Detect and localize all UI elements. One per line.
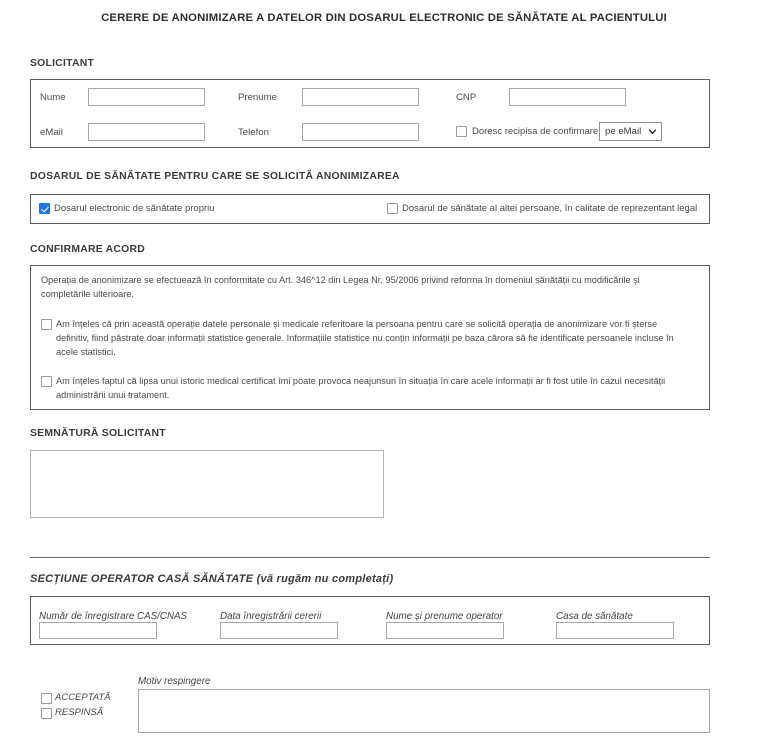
checkbox-acceptata[interactable] — [41, 693, 52, 704]
input-nume-operator[interactable] — [386, 622, 504, 639]
label-email: eMail — [40, 127, 63, 138]
checkbox-respinsa[interactable] — [41, 708, 52, 719]
input-casa-sanatate[interactable] — [556, 622, 674, 639]
input-email[interactable] — [88, 123, 205, 141]
input-data-inregistrarii[interactable] — [220, 622, 338, 639]
checkbox-consent-istoric[interactable] — [41, 376, 52, 387]
section-divider — [30, 557, 710, 558]
page-title: CERERE DE ANONIMIZARE A DATELOR DIN DOSARUL ELECTRONIC DE SĂNĂTATE AL PACIENTULUI — [101, 12, 667, 24]
signature-pad[interactable] — [30, 450, 384, 518]
checkbox-dosar-propriu[interactable] — [39, 203, 50, 214]
consent-stergere-text: Am înțeles că prin această operație datele personale și medicale referitoare la persoana pentru care se solicită operația de anonimizare vor fi șterse definitiv, fiind păstrate doar informații statistice generale. Informațiile statistice nu conțin informații pe baza cărora să fie identificate persoanele incluse în acele statistici. — [56, 319, 674, 358]
label-casa-sanatate: Casa de sănătate — [556, 611, 633, 622]
label-motiv-respingere: Motiv respingere — [138, 676, 211, 687]
input-prenume[interactable] — [302, 88, 419, 106]
section-heading-operator: SECȚIUNE OPERATOR CASĂ SĂNĂTATE (vă rugăm nu completați) — [30, 573, 394, 585]
checkbox-consent-stergere[interactable] — [41, 319, 52, 330]
checkbox-dosar-alta-persoana[interactable] — [387, 203, 398, 214]
acord-intro-text: Operația de anonimizare se efectuează în conformitate cu Art. 346^12 din Legea Nr. 95/2006 privind reforma în domeniul sănătății cu modificările și completările ulterioare. — [41, 275, 640, 300]
consent-istoric-text: Am înțeles faptul că lipsa unui istoric medical certificat îmi poate provoca neajunsuri în situația în care acele informații ar fi fost utile în cazul necesității administrării unui tratament. — [56, 376, 666, 401]
label-respinsa: RESPINSĂ — [55, 707, 104, 718]
select-mod-recipisa[interactable] — [599, 122, 662, 141]
input-cnp[interactable] — [509, 88, 626, 106]
section-heading-dosar: DOSARUL DE SĂNĂTATE PENTRU CARE SE SOLICITĂ ANONIMIZAREA — [30, 171, 400, 182]
label-telefon: Telefon — [238, 127, 269, 138]
chevron-down-icon — [648, 127, 657, 136]
label-acceptata: ACCEPTATĂ — [55, 692, 111, 703]
label-cnp: CNP — [456, 92, 477, 103]
label-dosar-propriu: Dosarul electronic de sănătate propriu — [54, 203, 215, 214]
section-heading-acord: CONFIRMARE ACORD — [30, 244, 146, 255]
textarea-motiv-respingere[interactable] — [138, 689, 710, 733]
section-heading-semnatura: SEMNĂTURĂ SOLICITANT — [30, 428, 166, 439]
label-nume: Nume — [40, 92, 66, 103]
label-data-inregistrarii: Data înregistrării cererii — [220, 611, 322, 622]
section-heading-solicitant: SOLICITANT — [30, 58, 95, 69]
label-numar-inregistrare: Număr de înregistrare CAS/CNAS — [39, 611, 188, 622]
label-doresc-recipisa: Doresc recipisa de confirmare — [472, 126, 599, 137]
label-prenume: Prenume — [238, 92, 277, 103]
checkbox-doresc-recipisa[interactable] — [456, 126, 467, 137]
label-dosar-alta-persoana: Dosarul de sănătate al altei persoane, în calitate de reprezentant legal — [402, 203, 698, 214]
input-nume[interactable] — [88, 88, 205, 106]
select-recipisa-value: pe eMail — [605, 126, 642, 137]
label-nume-operator: Nume și prenume operator — [386, 611, 503, 622]
input-numar-inregistrare[interactable] — [39, 622, 157, 639]
input-telefon[interactable] — [302, 123, 419, 141]
